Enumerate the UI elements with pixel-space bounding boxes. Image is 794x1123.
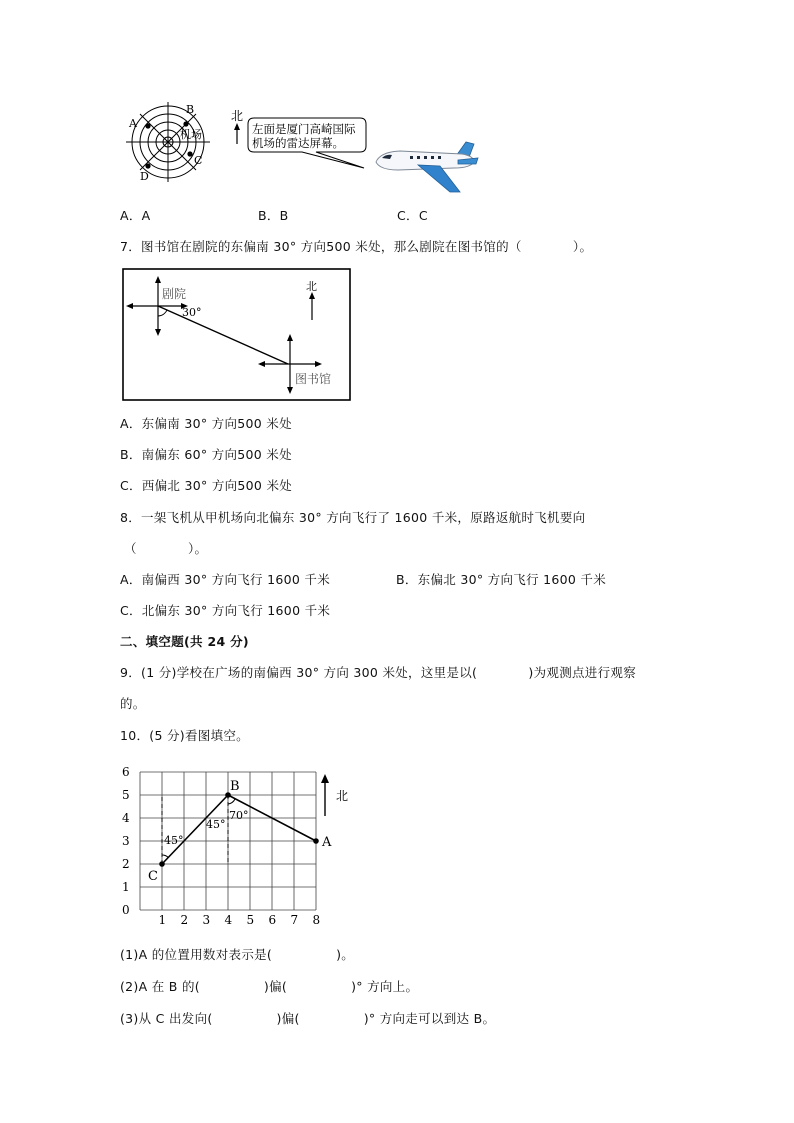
q8-stem-line-1: 8．一架飞机从甲机场向北偏东 30° 方向飞行了 1600 千米，原路返航时飞机要向	[120, 510, 586, 525]
radar-label-b: B	[186, 103, 195, 116]
y-tick-label: 4	[122, 811, 130, 825]
plane-wing	[418, 165, 460, 192]
bubble-line-2: 机场的雷达屏幕。	[252, 136, 344, 150]
q7-option-b[interactable]: B．南偏东 60° 方向500 米处	[120, 447, 292, 462]
q10-sub-1: (1)A 的位置用数对表示是( )。	[120, 947, 355, 962]
q7-label-angle: 30°	[182, 306, 202, 319]
radar-point-c	[187, 151, 192, 156]
angle-arc-c	[162, 855, 168, 858]
q7-label-theater: 剧院	[162, 287, 187, 301]
x-tick-label: 2	[180, 913, 189, 927]
q8-option-b[interactable]: B．东偏北 30° 方向飞行 1600 千米	[396, 572, 607, 587]
bubble-line-1: 左面是厦门高崎国际	[252, 122, 356, 136]
y-tick-label: 2	[122, 857, 130, 871]
angle-label-c: 45°	[164, 834, 184, 847]
x-tick-label: 6	[268, 913, 277, 927]
point-label-a: A	[322, 835, 332, 850]
section-2-title: 二、填空题(共 24 分)	[120, 634, 249, 649]
q9-line-1: 9．(1 分)学校在广场的南偏西 30° 方向 300 米处，这里是以( )为观测点进行观察	[120, 665, 636, 680]
airplane-illustration	[370, 140, 482, 196]
q10-north-label: 北	[336, 789, 348, 803]
angle-arc-b	[228, 799, 235, 804]
y-tick-label: 6	[122, 765, 130, 779]
x-tick-label: 4	[224, 913, 233, 927]
q10-north-arrowhead	[321, 774, 329, 783]
q6-option-c[interactable]: C．C	[397, 208, 428, 223]
north-label-q6: 北	[231, 109, 244, 123]
q7-map-figure	[122, 268, 352, 402]
radar-label-c: C	[194, 154, 203, 167]
radar-label-a: A	[129, 117, 137, 130]
point-c	[159, 861, 165, 867]
point-label-c: C	[148, 869, 158, 884]
q10-stem: 10．(5 分)看图填空。	[120, 728, 249, 743]
radar-label-airport: 机场	[180, 128, 202, 141]
q10-sub-2: (2)A 在 B 的( )偏( )° 方向上。	[120, 979, 419, 994]
radar-point-b	[183, 121, 188, 126]
x-tick-label: 1	[158, 913, 167, 927]
radar-point-a	[145, 123, 150, 128]
x-tick-label: 7	[290, 913, 299, 927]
angle-label-b-left: 45°	[206, 818, 226, 831]
q6-option-a[interactable]: A．A	[120, 208, 151, 223]
x-tick-label: 8	[312, 913, 321, 927]
q8-option-a[interactable]: A．南偏西 30° 方向飞行 1600 千米	[120, 572, 331, 587]
point-label-b: B	[230, 779, 240, 794]
q7-label-north: 北	[306, 280, 317, 293]
speech-bubble	[246, 114, 386, 170]
q7-option-c[interactable]: C．西偏北 30° 方向500 米处	[120, 478, 293, 493]
point-a	[313, 838, 319, 844]
radar-screen-figure	[118, 100, 218, 185]
q7-option-a[interactable]: A．东偏南 30° 方向500 米处	[120, 416, 292, 431]
angle-label-b-right: 70°	[229, 809, 249, 822]
q8-option-c[interactable]: C．北偏东 30° 方向飞行 1600 千米	[120, 603, 331, 618]
q7-stem: 7．图书馆在剧院的东偏南 30° 方向500 米处，那么剧院在图书馆的（ ）。	[120, 239, 593, 254]
q10-grid-figure	[118, 760, 348, 928]
y-tick-label: 3	[122, 834, 130, 848]
q8-stem-line-2: （ ）。	[124, 541, 208, 556]
y-tick-label: 1	[122, 880, 130, 894]
q9-line-2: 的。	[120, 696, 146, 711]
radar-point-d	[145, 163, 150, 168]
x-tick-label: 3	[202, 913, 211, 927]
x-tick-label: 5	[246, 913, 255, 927]
q6-option-b[interactable]: B．B	[258, 208, 289, 223]
y-tick-label: 0	[122, 903, 130, 917]
q7-label-library: 图书馆	[295, 372, 332, 386]
radar-label-d: D	[140, 170, 149, 183]
q10-sub-3: (3)从 C 出发向( )偏( )° 方向走可以到达 B。	[120, 1011, 496, 1026]
north-arrow-q6	[228, 106, 248, 146]
y-tick-label: 5	[122, 788, 130, 802]
